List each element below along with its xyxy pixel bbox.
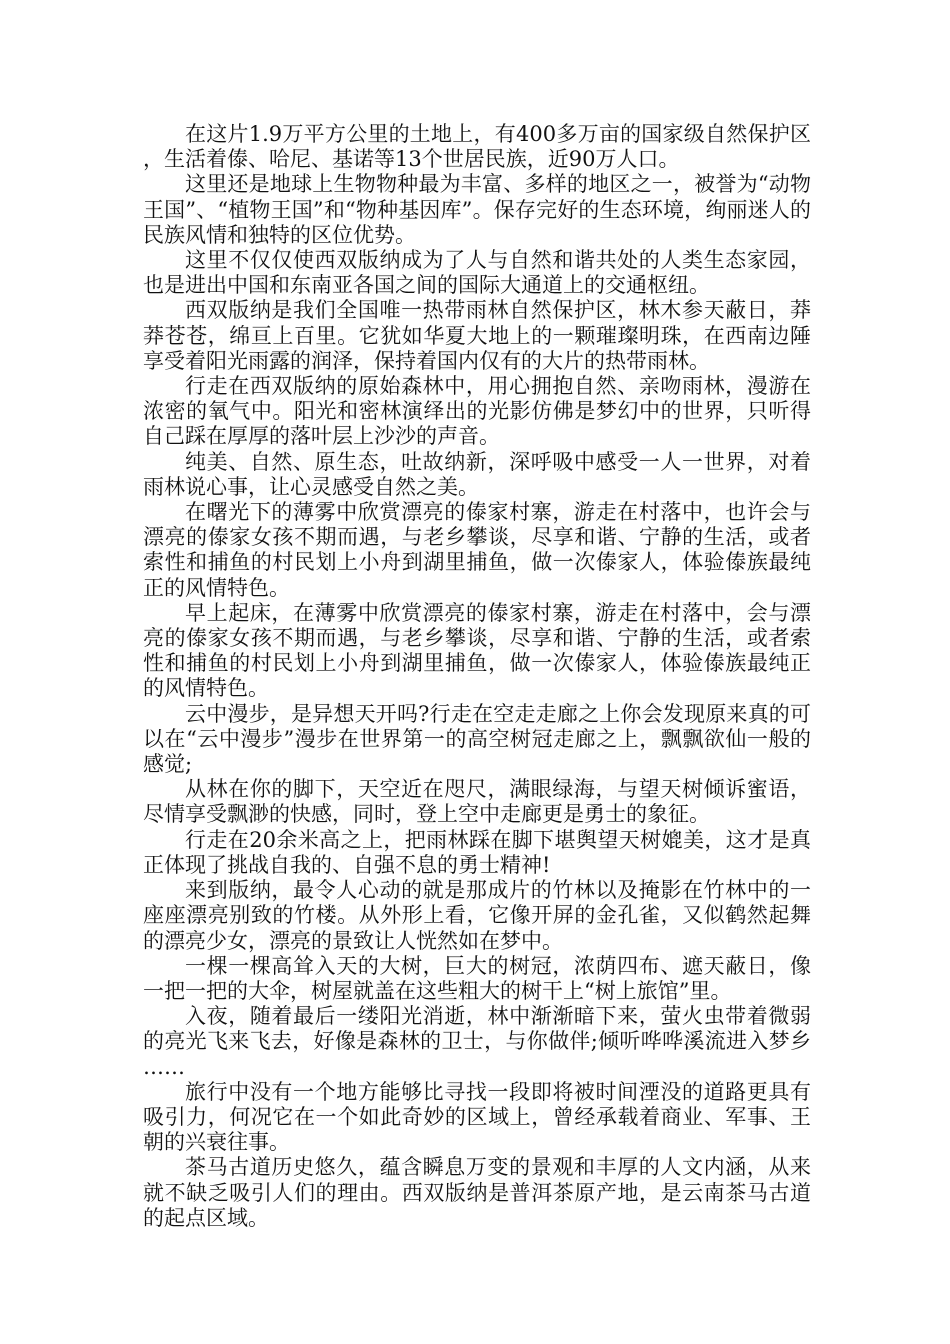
paragraph: 这里不仅仅使西双版纳成为了人与自然和谐共处的人类生态家园，也是进出中国和东南亚各国之间的国际大通道上的交通枢纽。 (143, 248, 811, 298)
paragraph: 来到版纳，最令人心动的就是那成片的竹林以及掩影在竹林中的一座座漂亮别致的竹楼。从外形上看，它像开屏的金孔雀，又似鹤然起舞的漂亮少女，漂亮的景致让人恍然如在梦中。 (143, 878, 811, 953)
paragraph: 在曙光下的薄雾中欣赏漂亮的傣家村寨，游走在村落中，也许会与漂亮的傣家女孩不期而遇，与老乡攀谈，尽享和谐、宁静的生活，或者索性和捕鱼的村民划上小舟到湖里捕鱼，做一次傣家人，体验傣族最纯正的风情特色。 (143, 500, 811, 600)
paragraph: 早上起床，在薄雾中欣赏漂亮的傣家村寨，游走在村落中，会与漂亮的傣家女孩不期而遇，与老乡攀谈，尽享和谐、宁静的生活，或者索性和捕鱼的村民划上小舟到湖里捕鱼，做一次傣家人，体验傣族最纯正的风情特色。 (143, 600, 811, 701)
paragraph: 纯美、自然、原生态，吐故纳新，深呼吸中感受一人一世界，对着雨林说心事，让心灵感受自然之美。 (143, 449, 811, 499)
paragraph: 茶马古道历史悠久，蕴含瞬息万变的景观和丰厚的人文内涵，从来就不缺乏吸引人们的理由。西双版纳是普洱茶原产地，是云南茶马古道的起点区域。 (143, 1155, 811, 1230)
paragraph: 旅行中没有一个地方能够比寻找一段即将被时间湮没的道路更具有吸引力，何况它在一个如此奇妙的区域上，曾经承载着商业、军事、王朝的兴衰往事。 (143, 1079, 811, 1155)
article-body (143, 122, 811, 1231)
paragraph: 入夜，随着最后一缕阳光消逝，林中渐渐暗下来，萤火虫带着微弱的亮光飞来飞去，好像是森林的卫士，与你做伴;倾听哗哗溪流进入梦乡…… (143, 1004, 811, 1079)
paragraph: 在这片1.9万平方公里的土地上，有400多万亩的国家级自然保护区，生活着傣、哈尼、基诺等13个世居民族，近90万人口。 (143, 122, 811, 172)
paragraph: 云中漫步，是异想天开吗?行走在空走走廊之上你会发现原来真的可以在“云中漫步”漫步在世界第一的高空树冠走廊之上，飘飘欲仙一般的感觉; (143, 701, 811, 777)
paragraph: 从林在你的脚下，天空近在咫尺，满眼绿海，与望天树倾诉蜜语，尽情享受飘渺的快感，同时，登上空中走廊更是勇士的象征。 (143, 777, 811, 827)
paragraph: 这里还是地球上生物物种最为丰富、多样的地区之一，被誉为“动物王国”、“植物王国”和“物种基因库”。保存完好的生态环境，绚丽迷人的民族风情和独特的区位优势。 (143, 172, 811, 247)
paragraph: 行走在20余米高之上，把雨林踩在脚下堪舆望天树媲美，这才是真正体现了挑战自我的、自强不息的勇士精神! (143, 827, 811, 877)
paragraph: 一棵一棵高耸入天的大树，巨大的树冠，浓荫四布、遮天蔽日，像一把一把的大伞，树屋就盖在这些粗大的树干上“树上旅馆”里。 (143, 953, 811, 1003)
paragraph: 行走在西双版纳的原始森林中，用心拥抱自然、亲吻雨林，漫游在浓密的氧气中。阳光和密林演绎出的光影仿佛是梦幻中的世界，只听得自己踩在厚厚的落叶层上沙沙的声音。 (143, 374, 811, 449)
paragraph: 西双版纳是我们全国唯一热带雨林自然保护区，林木参天蔽日，莽莽苍苍，绵亘上百里。它犹如华夏大地上的一颗璀璨明珠，在西南边陲享受着阳光雨露的润泽，保持着国内仅有的大片的热带雨林。 (143, 298, 811, 373)
